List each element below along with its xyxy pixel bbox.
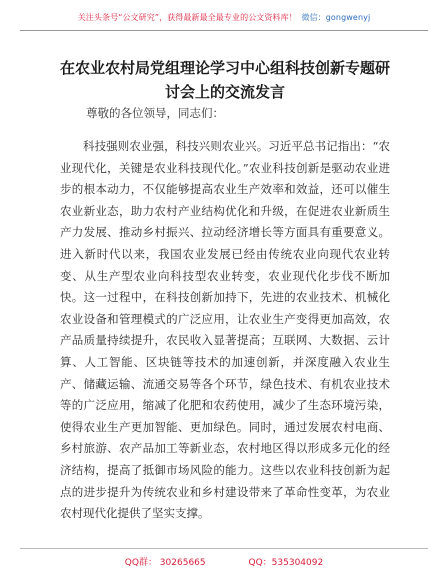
document-title: 在农业农村局党组理论学习中心组科技创新专题研讨会上的交流发言 bbox=[60, 59, 391, 101]
body-paragraph: 科技强则农业强，科技兴则农业兴。习近平总书记指出：“农业现代化，关键是农业科技现代化。”农业科技创新是驱动农业进步的根本动力，不仅能够提高农业生产效率和效益，还可以催生农业新业态，助力农村产业结构优化和升级，在促进农业新质生产力发展、推动乡村振兴、拉动经济增长等方面具有重要意义。进入新时代以来，我国农业发展已经由传统农业向现代农业转变、从生产型农业向科技型农业转变，农业现代化步伐不断加快。这一过程中，在科技创新加持下，先进的农业技术、机械化农业设备和管理模式的广泛应用，让农业生产变得更加高效，农产品质量持续提升，农民收入显著提高；互联网、大数据、云计算、人工智能、区块链等技术的加速创新，并深度融入农业生产、储藏运输、流通交易等各个环节，绿色技术、有机农业技术等的广泛应用，缩减了化肥和农药使用，减少了生态环境污染，使得农业生产更加智能、更加绿色。同时，通过发展农村电商、乡村旅游、农产品加工等新业态，农村地区得以形成多元化的经济结构，提高了抵御市场风险的能力。这些以农业科技创新为起点的进步提升为传统农业和乡村建设带来了革命性变革，为农业农村现代化提供了坚实支撑。 bbox=[60, 139, 390, 521]
salutation: 尊敬的各位领导，同志们： bbox=[86, 106, 224, 120]
footer bbox=[0, 555, 448, 568]
header-banner bbox=[0, 12, 448, 23]
footer-divider bbox=[20, 548, 428, 549]
banner-text: 关注头条号“公文研究”，获得最新最全最专业的公文资料库！ bbox=[77, 13, 297, 22]
header-divider bbox=[20, 30, 428, 31]
footer-qq-group: QQ群： 30265665 bbox=[124, 558, 206, 568]
wechat-id: 微信：gongwenyj bbox=[301, 13, 371, 22]
footer-qq: QQ：535304092 bbox=[248, 558, 324, 568]
